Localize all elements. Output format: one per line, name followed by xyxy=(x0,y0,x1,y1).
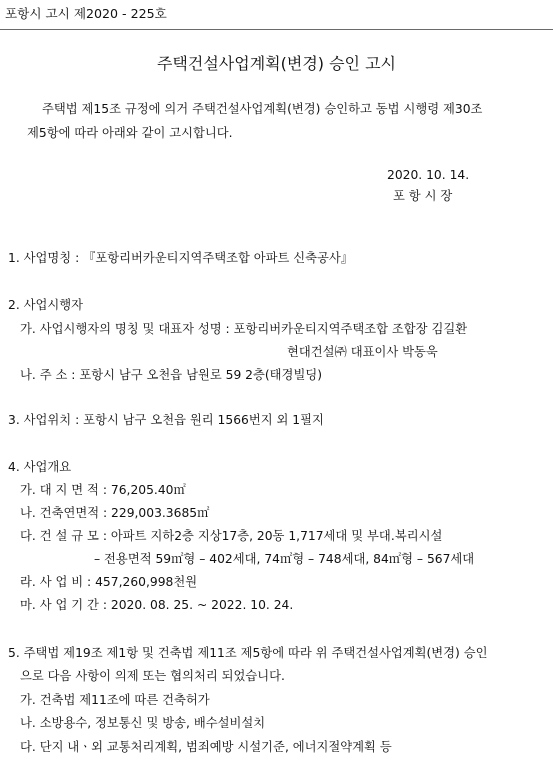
section-4-item-da-continued: – 전용면적 59㎡형 – 402세대, 74㎡형 – 748세대, 84㎡형 – 567세대 xyxy=(94,552,475,566)
section-1-project-name: 1. 사업명칭 : 『포항리버카운티지역주택조합 아파트 신축공사』 xyxy=(8,251,354,265)
intro-line-2: 제5항에 따라 아래와 같이 고시합니다. xyxy=(27,126,233,140)
section-4-heading: 4. 사업개요 xyxy=(8,460,72,474)
section-3-location: 3. 사업위치 : 포항시 남구 오천읍 원리 1566번지 외 1필지 xyxy=(8,413,324,427)
section-4-item-ga: 가. 대 지 면 적 : 76,205.40㎡ xyxy=(20,483,186,497)
issuer-name: 포 항 시 장 xyxy=(393,189,453,203)
section-4-item-ma: 마. 사 업 기 간 : 2020. 08. 25. ~ 2022. 10. 24. xyxy=(20,598,294,612)
header-divider xyxy=(0,29,553,30)
section-4-item-da: 다. 건 설 규 모 : 아파트 지하2층 지상17층, 20동 1,717세대 및 부대․복리시설 xyxy=(20,529,443,543)
page-title: 주택건설사업계획(변경) 승인 고시 xyxy=(156,54,397,73)
section-2-item-ga-continued: 현대건설㈜ 대표이사 박동욱 xyxy=(287,345,438,359)
section-5-item-na: 나. 소방용수, 정보통신 및 방송, 배수설비설치 xyxy=(20,716,266,730)
section-2-item-na: 나. 주 소 : 포항시 남구 오천읍 남원로 59 2층(태경빌딩) xyxy=(20,368,322,382)
section-5-item-ga: 가. 건축법 제11조에 따른 건축허가 xyxy=(20,693,210,707)
notice-number: 포항시 고시 제2020 - 225호 xyxy=(5,6,167,21)
section-5-line-2: 으로 다음 사항이 의제 또는 협의처리 되었습니다. xyxy=(20,669,285,683)
notice-date: 2020. 10. 14. xyxy=(387,168,470,182)
intro-line-1: 주택법 제15조 규정에 의거 주택건설사업계획(변경) 승인하고 동법 시행령 제30조 xyxy=(42,102,483,116)
section-4-item-na: 나. 건축연면적 : 229,003.3685㎡ xyxy=(20,506,210,520)
section-4-item-ra: 라. 사 업 비 : 457,260,998천원 xyxy=(20,575,198,589)
section-5-item-da: 다. 단지 내ㆍ외 교통처리계획, 범죄예방 시설기준, 에너지절약계획 등 xyxy=(20,740,392,754)
section-2-heading: 2. 사업시행자 xyxy=(8,298,84,312)
section-5-line-1: 5. 주택법 제19조 제1항 및 건축법 제11조 제5항에 따라 위 주택건설사업계획(변경) 승인 xyxy=(8,646,488,660)
section-2-item-ga: 가. 사업시행자의 명칭 및 대표자 성명 : 포항리버카운티지역주택조합 조합장 김길환 xyxy=(20,322,468,336)
